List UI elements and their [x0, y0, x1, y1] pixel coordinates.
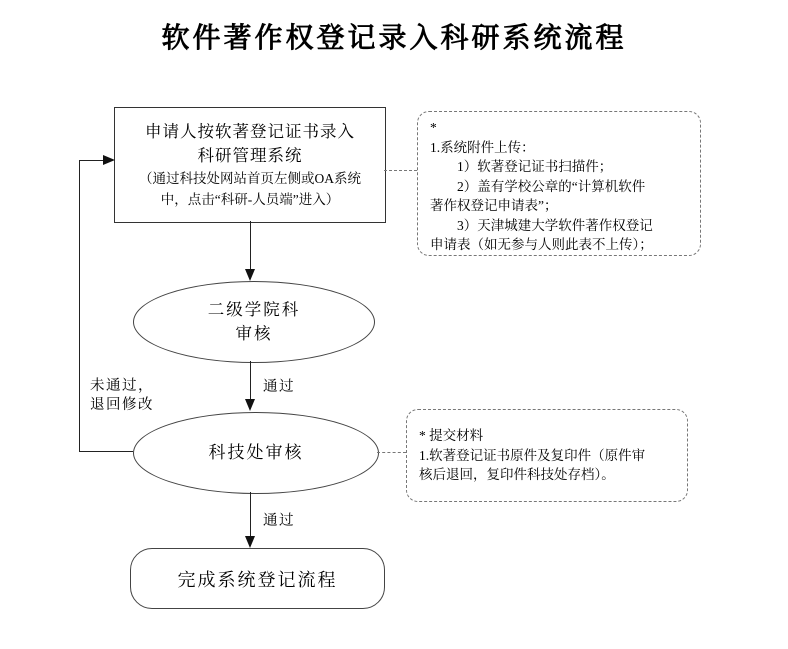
note2-line: * 提交材料 — [419, 428, 484, 443]
start-box-line4: 中，点击“科研-人员端”进入） — [160, 192, 340, 207]
keji-review-label: 科技处审核 — [208, 443, 304, 462]
edge-label-fail-line1: 未通过， — [90, 378, 154, 394]
note1-line: 3）天津城建大学软件著作权登记 — [430, 217, 653, 233]
flow-node-start — [114, 107, 386, 223]
note-submit-materials — [406, 409, 688, 502]
page-title: 软件著作权登记录入科研系统流程 — [161, 23, 627, 54]
feedback-line-vertical — [79, 160, 80, 452]
note1-line: * — [430, 120, 437, 135]
edge-label-pass-1: 通过 — [263, 379, 295, 395]
start-box-line1: 申请人按软著登记证书录入 — [145, 122, 355, 141]
feedback-line-top — [79, 160, 104, 161]
arrowhead-right-icon — [103, 155, 115, 165]
college-review-line2: 审核 — [235, 324, 273, 343]
arrowhead-down-icon — [245, 399, 255, 411]
arrowhead-down-icon — [245, 269, 255, 281]
arrow-line-start-to-college — [250, 221, 251, 270]
arrow-line-keji-to-end — [250, 492, 251, 537]
note-attachment-upload — [417, 111, 701, 256]
edge-label-fail — [90, 377, 154, 415]
note1-line: 2）盖有学校公章的“计算机软件 — [430, 178, 646, 194]
edge-label-fail-line2: 退回修改 — [90, 397, 154, 413]
end-box-label: 完成系统登记流程 — [177, 569, 338, 590]
flow-node-college-review — [133, 281, 375, 363]
note1-line: 申请表（如无参与人则此表不上传）； — [430, 237, 653, 252]
arrowhead-down-icon — [245, 536, 255, 548]
dashed-connector-start-to-note1 — [384, 170, 417, 171]
dashed-connector-keji-to-note2 — [377, 452, 406, 453]
note1-line: 1.系统附件上传： — [430, 139, 535, 155]
arrow-line-college-to-keji — [250, 361, 251, 400]
start-box-line2: 科研管理系统 — [197, 146, 303, 165]
feedback-line-bottom — [79, 451, 133, 452]
college-review-line1: 二级学院科 — [207, 300, 301, 319]
flow-node-keji-review — [133, 412, 379, 494]
flow-node-end — [130, 548, 385, 609]
start-box-line3: （通过科技处网站首页左侧或OA系统 — [139, 171, 361, 186]
note1-line: 1）软著登记证书扫描件； — [430, 159, 613, 174]
note1-line: 著作权登记申请表”； — [430, 198, 558, 213]
note2-line: 1.软著登记证书原件及复印件（原件审 — [419, 447, 646, 463]
edge-label-pass-2: 通过 — [263, 513, 295, 529]
note2-line: 核后退回，复印件科技处存档）。 — [419, 467, 615, 482]
